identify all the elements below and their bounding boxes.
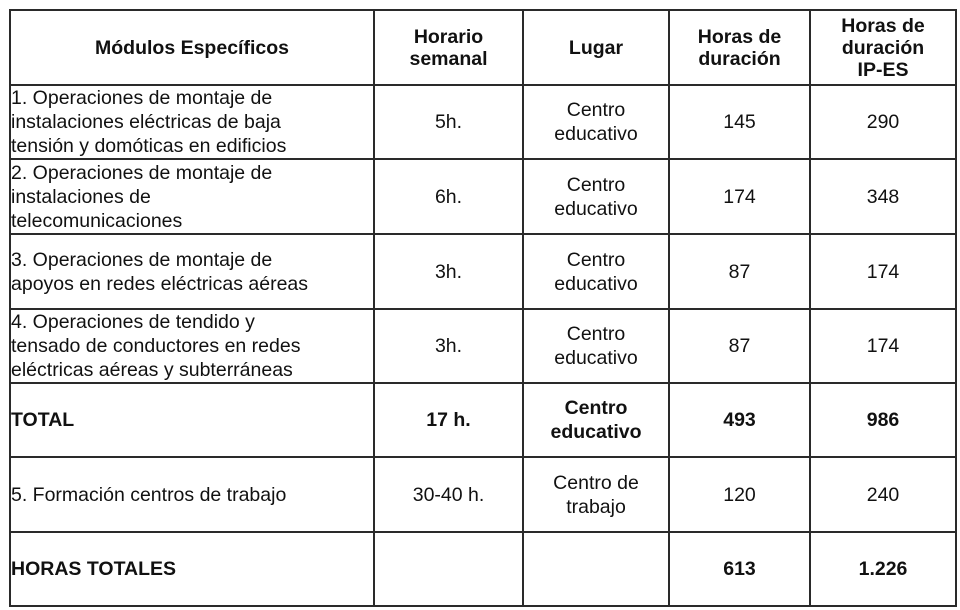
lugar-cell xyxy=(523,532,669,606)
modulo-line: telecomunicaciones xyxy=(11,209,183,232)
horas-cell: 493 xyxy=(669,383,810,457)
modulo-cell xyxy=(10,309,374,383)
lugar-line: Centro xyxy=(566,173,626,196)
lugar-cell xyxy=(523,457,669,532)
total-row xyxy=(10,383,956,457)
table-row xyxy=(10,234,956,309)
horas-cell: 145 xyxy=(669,85,810,159)
lugar-line: Centro xyxy=(566,99,626,121)
modulo-cell xyxy=(10,85,374,159)
horas-ipes-cell: 348 xyxy=(810,159,956,234)
horario-cell: 3h. xyxy=(374,309,523,383)
lugar-cell xyxy=(523,309,669,383)
horas-cell: 120 xyxy=(669,457,810,532)
horas-ipes-cell: 290 xyxy=(810,85,956,159)
header-horas-ipes-line: Horas de xyxy=(841,14,925,37)
lugar-cell xyxy=(523,234,669,309)
modules-table xyxy=(9,9,957,607)
lugar-line: educativo xyxy=(554,347,638,369)
modulo-line: tensado de conductores en redes xyxy=(11,335,301,357)
lugar-line: educativo xyxy=(554,123,638,145)
header-horas-ipes-line: duración xyxy=(841,36,925,59)
header-modulos: Módulos Específicos xyxy=(10,10,374,85)
modulo-line: 2. Operaciones de montaje de xyxy=(11,161,273,184)
lugar-cell xyxy=(523,383,669,457)
modulo-cell xyxy=(10,234,374,309)
lugar-cell xyxy=(523,85,669,159)
horario-cell: 5h. xyxy=(374,85,523,159)
lugar-line: educativo xyxy=(550,421,642,443)
horario-cell xyxy=(374,532,523,606)
lugar-line: Centro xyxy=(566,248,626,271)
horas-cell: 174 xyxy=(669,159,810,234)
horas-cell: 87 xyxy=(669,309,810,383)
header-horario-line: semanal xyxy=(409,47,488,70)
modulo-line: tensión y domóticas en edificios xyxy=(11,135,287,157)
header-horas-ipes xyxy=(810,10,956,85)
horas-cell: 613 xyxy=(669,532,810,606)
modulo-cell xyxy=(10,457,374,532)
modulo-line: instalaciones eléctricas de baja xyxy=(11,111,281,133)
header-horario xyxy=(374,10,523,85)
header-horas-line: Horas de xyxy=(697,25,782,48)
lugar-line: Centro de xyxy=(553,471,639,494)
modulo-line: 1. Operaciones de montaje de xyxy=(11,87,273,109)
lugar-line: educativo xyxy=(554,197,638,220)
grand-total-row xyxy=(10,532,956,606)
modulo-line: 3. Operaciones de montaje de xyxy=(11,248,273,271)
horario-cell: 30-40 h. xyxy=(374,457,523,532)
modulo-line: instalaciones de xyxy=(11,185,151,208)
horas-ipes-cell: 240 xyxy=(810,457,956,532)
modulo-line: 5. Formación centros de trabajo xyxy=(11,483,287,506)
horario-cell: 3h. xyxy=(374,234,523,309)
table-row xyxy=(10,159,956,234)
lugar-line: Centro xyxy=(566,323,626,345)
horas-ipes-cell: 174 xyxy=(810,234,956,309)
table-row xyxy=(10,309,956,383)
total-label: TOTAL xyxy=(10,383,374,457)
header-horas-ipes-line: IP-ES xyxy=(857,58,909,81)
header-horario-line: Horario xyxy=(413,25,484,48)
horas-cell: 87 xyxy=(669,234,810,309)
horas-ipes-cell: 1.226 xyxy=(810,532,956,606)
modulo-line: 4. Operaciones de tendido y xyxy=(11,311,255,333)
lugar-line: trabajo xyxy=(566,495,626,518)
horario-cell: 17 h. xyxy=(374,383,523,457)
modulo-line: eléctricas aéreas y subterráneas xyxy=(11,359,293,381)
header-row xyxy=(10,10,956,85)
grand-total-label: HORAS TOTALES xyxy=(10,532,374,606)
header-horas xyxy=(669,10,810,85)
horario-cell: 6h. xyxy=(374,159,523,234)
modulo-line: apoyos en redes eléctricas aéreas xyxy=(11,272,309,295)
lugar-cell xyxy=(523,159,669,234)
table-row xyxy=(10,85,956,159)
table-row xyxy=(10,457,956,532)
lugar-line: Centro xyxy=(564,397,628,419)
modulo-cell xyxy=(10,159,374,234)
header-lugar: Lugar xyxy=(523,10,669,85)
lugar-line: educativo xyxy=(554,272,638,295)
horas-ipes-cell: 986 xyxy=(810,383,956,457)
header-horas-line: duración xyxy=(698,47,781,70)
horas-ipes-cell: 174 xyxy=(810,309,956,383)
